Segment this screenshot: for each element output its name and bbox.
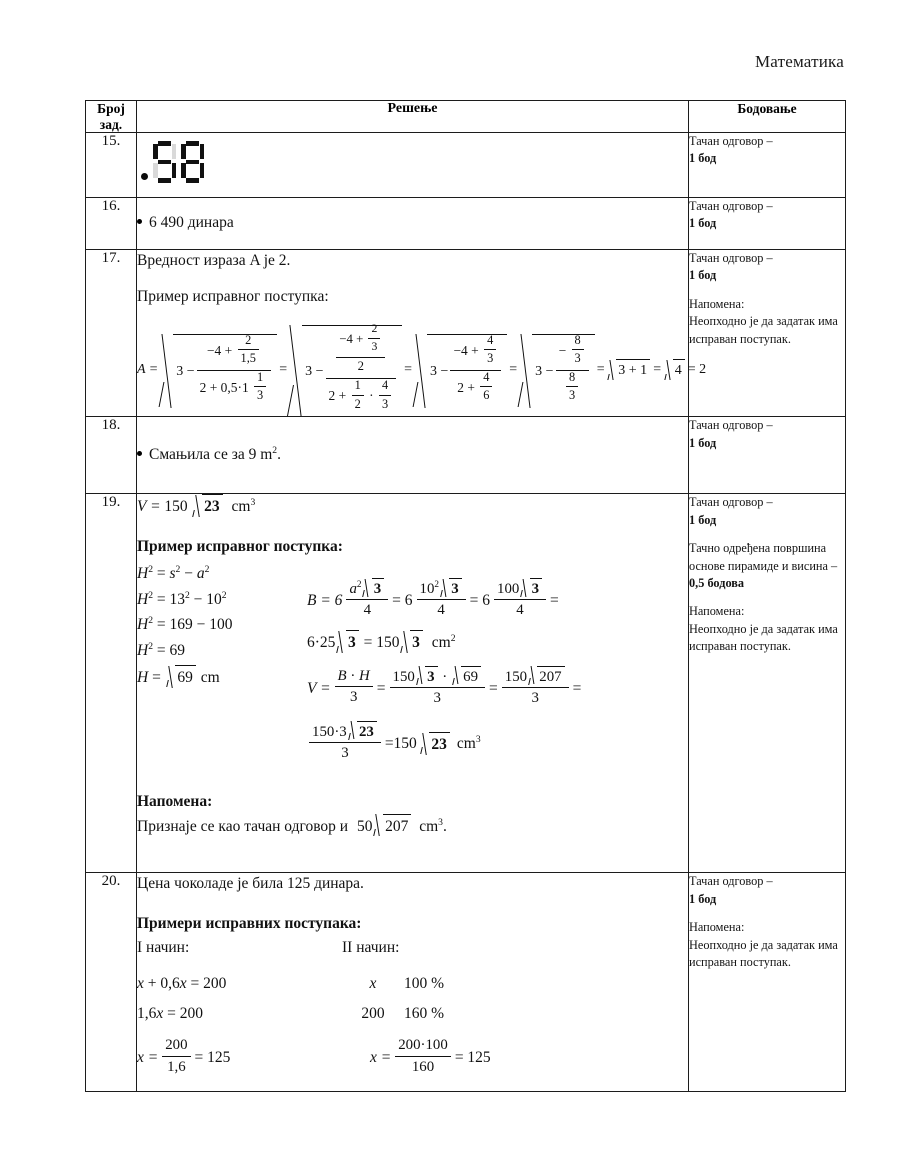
table-row: [86, 198, 846, 250]
points-correct-label: Тачан одговор –: [689, 251, 773, 266]
task-number: 17.: [86, 250, 137, 417]
tail2-body: 4: [673, 359, 685, 381]
v-t3-d: 3: [531, 690, 539, 707]
volume-continued: 150·3 23 3 =150 23 $cm^3$: [307, 723, 688, 765]
seven-segment-display: [137, 133, 688, 189]
m2f-rhs: = 125: [454, 1049, 491, 1067]
method-line-1: [137, 973, 688, 995]
step2-den-f1n: 1: [352, 378, 364, 395]
step3-num-n: 4: [484, 333, 496, 350]
method-line-3: [137, 1039, 688, 1079]
table-row: [86, 250, 846, 417]
m1-frac-eq: [137, 1039, 342, 1079]
answer-text: 6 490 динара: [149, 214, 234, 232]
method-line-2: [137, 1003, 688, 1025]
h1-sup: 2: [148, 563, 153, 575]
note-coef: 50: [356, 817, 373, 835]
result-lhs: V =: [137, 498, 161, 516]
m2-r2-c2: 160 %: [404, 1005, 445, 1023]
step4-den-f1d: 3: [569, 388, 576, 403]
solution-cell-18: [137, 417, 689, 494]
equation-17: [137, 322, 707, 416]
equation-step-3: [414, 334, 507, 408]
step3-num-d: 3: [487, 351, 494, 366]
step2-den-op: ·: [369, 388, 374, 404]
points-cell-15: [689, 133, 846, 198]
step4-outer: 3 −: [535, 363, 554, 379]
procedure-heading: Примери исправних поступака:: [137, 914, 362, 932]
result-radicand: 23: [202, 494, 223, 518]
method2-label: II начин:: [342, 939, 400, 957]
result-unit-text: cm: [231, 498, 251, 516]
task-number: 15.: [86, 133, 137, 198]
height-derivation: [137, 558, 307, 692]
m2-r2-c1: 200: [361, 1005, 385, 1023]
equation-lhs: A =: [137, 362, 159, 378]
m2f-lhs: x =: [370, 1049, 392, 1067]
step1-num-whole: −4 +: [206, 342, 233, 358]
step2-num-over: 2: [357, 359, 365, 374]
answer-text-sup: 2: [272, 444, 278, 456]
page-title: Математика: [754, 52, 844, 71]
result-sqrt: [193, 494, 223, 518]
bullet-icon: [137, 219, 142, 224]
step1-outer: 3 −: [176, 363, 195, 379]
row19-note: [137, 791, 688, 838]
answer-line: [137, 212, 688, 234]
equals-3: =: [509, 362, 518, 378]
result-unit-sup: 3: [250, 497, 256, 509]
table-row: [86, 494, 846, 873]
step3-outer: 3 −: [430, 363, 449, 379]
step4-num-whole: −: [558, 342, 567, 358]
h4-sup: 2: [148, 640, 153, 652]
note-unit: cm: [419, 817, 439, 835]
points-note-text: Неопходно је да задатак има исправан поступак.: [689, 937, 838, 969]
base-area-equation: B = 6 $a^2$ 3 4 = 6 $10^2$ 3 4 = 6 100 3 4 =: [307, 578, 559, 619]
h-step-2: $H^2 = 13^2 - 10^2$: [137, 589, 227, 608]
solution-cell-16: [137, 198, 689, 250]
equals-1: =: [279, 362, 288, 378]
m1f-d: 1,6: [167, 1058, 186, 1075]
step2-num-n: 2: [368, 322, 380, 339]
task-number: 18.: [86, 417, 137, 494]
task-number: 16.: [86, 198, 137, 250]
column-header-number: Број зад.: [86, 101, 137, 133]
equation-step-4: [519, 334, 595, 408]
step3-den-text: 2 +: [457, 379, 475, 395]
equation-tail-2: [664, 359, 685, 381]
v-lhs: V =: [307, 679, 331, 697]
equals-4: =: [596, 362, 605, 378]
b-t1-d: 4: [363, 602, 371, 619]
step2-den-f2n: 4: [379, 378, 391, 395]
seven-segment-digit-8: [181, 141, 204, 183]
step2-outer: 3 −: [305, 363, 324, 379]
step1-num-n: 2: [238, 333, 259, 350]
h-step-3: $H^2 = 169 - 100$: [137, 614, 233, 634]
step4-den-f1n: 8: [566, 370, 578, 387]
points-correct-label: Тачан одговор –: [689, 418, 773, 433]
step4-num-d: 3: [574, 351, 581, 366]
answer-text: [149, 444, 281, 466]
note-text-pre: Признаје се као тачан одговор и: [137, 817, 349, 835]
volume-equation: V = $\frac{B \cdot H}{3}$ = 150 3 · 69 3 = 150 207 3 =: [307, 667, 582, 707]
m1f-rhs: = 125: [194, 1049, 231, 1067]
h4-lhs: H: [137, 641, 149, 659]
m2-r1-c2: 100 %: [404, 974, 445, 992]
equation-step-1: [160, 334, 277, 408]
table-row: [86, 417, 846, 494]
answer-text-pre: Смањила се за 9 m: [149, 445, 273, 463]
h1-lhs: H: [137, 565, 149, 583]
step3-den-f1d: 6: [483, 388, 490, 403]
points-note-label: Напомена:: [689, 920, 745, 935]
step2-num-whole: −4 +: [339, 332, 364, 347]
equals-2: =: [404, 362, 413, 378]
task-number: 20.: [86, 873, 137, 1092]
points-cell-20: [689, 873, 846, 1092]
m1-eq-1: x + 0,6x = 200: [137, 974, 227, 992]
m1-eq-2: 1,6x = 200: [137, 1005, 204, 1023]
answer-line: [137, 444, 688, 466]
step2-den-f1d: 2: [354, 396, 361, 411]
points-correct-value: 1 бод: [689, 891, 717, 906]
h-step-5: H = 69 cm: [137, 665, 307, 689]
points-cell-18: [689, 417, 846, 494]
step2-num-d: 3: [371, 339, 378, 353]
h2-sup: 2: [148, 589, 153, 601]
h3-sup: 2: [148, 614, 153, 626]
statement-text: Цена чоколаде је била 125 динара.: [137, 875, 364, 893]
result-line-19: [137, 494, 688, 518]
note-line: [137, 814, 688, 838]
b-t3-d: 4: [516, 602, 524, 619]
note-radicand: 207: [383, 814, 411, 838]
table-row: [86, 873, 846, 1092]
h-step-4: $H^2 = 69$: [137, 640, 185, 659]
h2-lhs: H: [137, 590, 149, 608]
m2f-d: 160: [411, 1058, 435, 1075]
step4-num-n: 8: [572, 333, 584, 350]
note-sqrt: [373, 814, 411, 838]
vc-d: 3: [341, 745, 349, 762]
m2-row-2: [342, 1003, 688, 1025]
result-unit: [232, 498, 256, 515]
step3-num-whole: −4 +: [453, 342, 479, 358]
points-correct-label: Тачан одговор –: [689, 495, 773, 510]
note-label: Напомена:: [137, 793, 213, 811]
points-correct-value: 1 бод: [689, 268, 717, 283]
h3-lhs: H: [137, 616, 149, 634]
points-correct-value: 1 бод: [689, 435, 717, 450]
step1-den-text: 2 + 0,5·1: [199, 379, 249, 395]
table-row: [86, 133, 846, 198]
step2-den-f2d: 3: [381, 396, 389, 411]
m1f-n: 200: [162, 1036, 190, 1057]
points-correct-label: Тачан одговор –: [689, 134, 773, 149]
points-partial-value: 0,5 бодова: [689, 575, 745, 590]
points-note-label: Напомена:: [689, 296, 745, 311]
seven-segment-digit-5: [153, 141, 176, 183]
step2-den-text: 2 +: [328, 388, 347, 404]
step3-den-f1n: 4: [480, 370, 492, 387]
points-partial-label: Тачно одређена површина основе пирамиде и висина –: [689, 541, 838, 573]
decimal-point-icon: [141, 173, 148, 180]
step1-den-n: 1: [254, 370, 266, 387]
tail1-body: 3 + 1: [616, 359, 650, 381]
points-cell-16: [689, 198, 846, 250]
method1-label: I начин:: [137, 939, 190, 957]
m2-frac-eq: [342, 1039, 688, 1079]
procedure-heading: Пример исправног поступка:: [137, 287, 329, 305]
table-header-row: [86, 101, 846, 133]
h5-lhs: H: [137, 668, 149, 686]
equals-5: =: [653, 362, 662, 378]
result-coef: 150: [164, 498, 188, 516]
b-t2-d: 4: [437, 602, 445, 619]
points-note-text: Неопходно је да задатак има исправан поступак.: [689, 621, 838, 654]
points-correct-label: Тачан одговор –: [689, 874, 773, 889]
equation-step-2: [289, 322, 402, 416]
points-correct-value: 1 бод: [689, 512, 717, 527]
h-step-1: $H^2 = s^2 - a^2$: [137, 563, 210, 583]
points-correct-value: 1 бод: [689, 216, 717, 231]
answer-text-post: .: [277, 445, 281, 463]
column-header-points: Бодовање: [689, 101, 846, 133]
solution-cell-15: [137, 133, 689, 198]
bullet-icon: [137, 451, 142, 456]
step1-num-d: 1,5: [240, 351, 256, 366]
points-correct-label: Тачан одговор –: [689, 199, 773, 214]
points-correct-value: 1 бод: [689, 151, 717, 166]
solution-cell-19: [137, 494, 689, 873]
b-lhs: B = 6: [307, 591, 343, 609]
statement-text: Вредност израза A је 2.: [137, 252, 291, 270]
points-cell-17: [689, 250, 846, 417]
equation-tail-1: [608, 359, 651, 381]
column-header-solution: Решење: [137, 101, 689, 133]
note-unit-sup: 3: [438, 816, 443, 828]
procedure-heading: Пример исправног поступка:: [137, 537, 343, 555]
points-note-label: Напомена:: [689, 604, 745, 619]
step1-den-d: 3: [257, 388, 264, 403]
m2-r1-c1: x: [369, 974, 377, 992]
v-t2-d: 3: [433, 690, 441, 707]
v-t1-d: 3: [349, 689, 358, 706]
h5-sqrt: 69: [166, 665, 196, 689]
row19-work-area: [137, 558, 688, 765]
equation-result: = 2: [687, 362, 707, 378]
m2-row-1: [342, 973, 688, 995]
base-area-continued: 6·25 3 = 150 3 $cm^2$: [307, 630, 688, 654]
solution-cell-20: [137, 873, 689, 1092]
m2f-n: 200·100: [395, 1036, 451, 1057]
task-number: 19.: [86, 494, 137, 873]
m1f-lhs: x =: [137, 1049, 159, 1067]
grading-table: [85, 100, 846, 1092]
points-cell-19: [689, 494, 846, 873]
note-text-post: .: [442, 817, 447, 835]
points-note-text: Неопходно је да задатак има исправан поступак.: [689, 314, 838, 346]
volume-derivation: [307, 558, 688, 765]
method-labels: [137, 937, 688, 959]
